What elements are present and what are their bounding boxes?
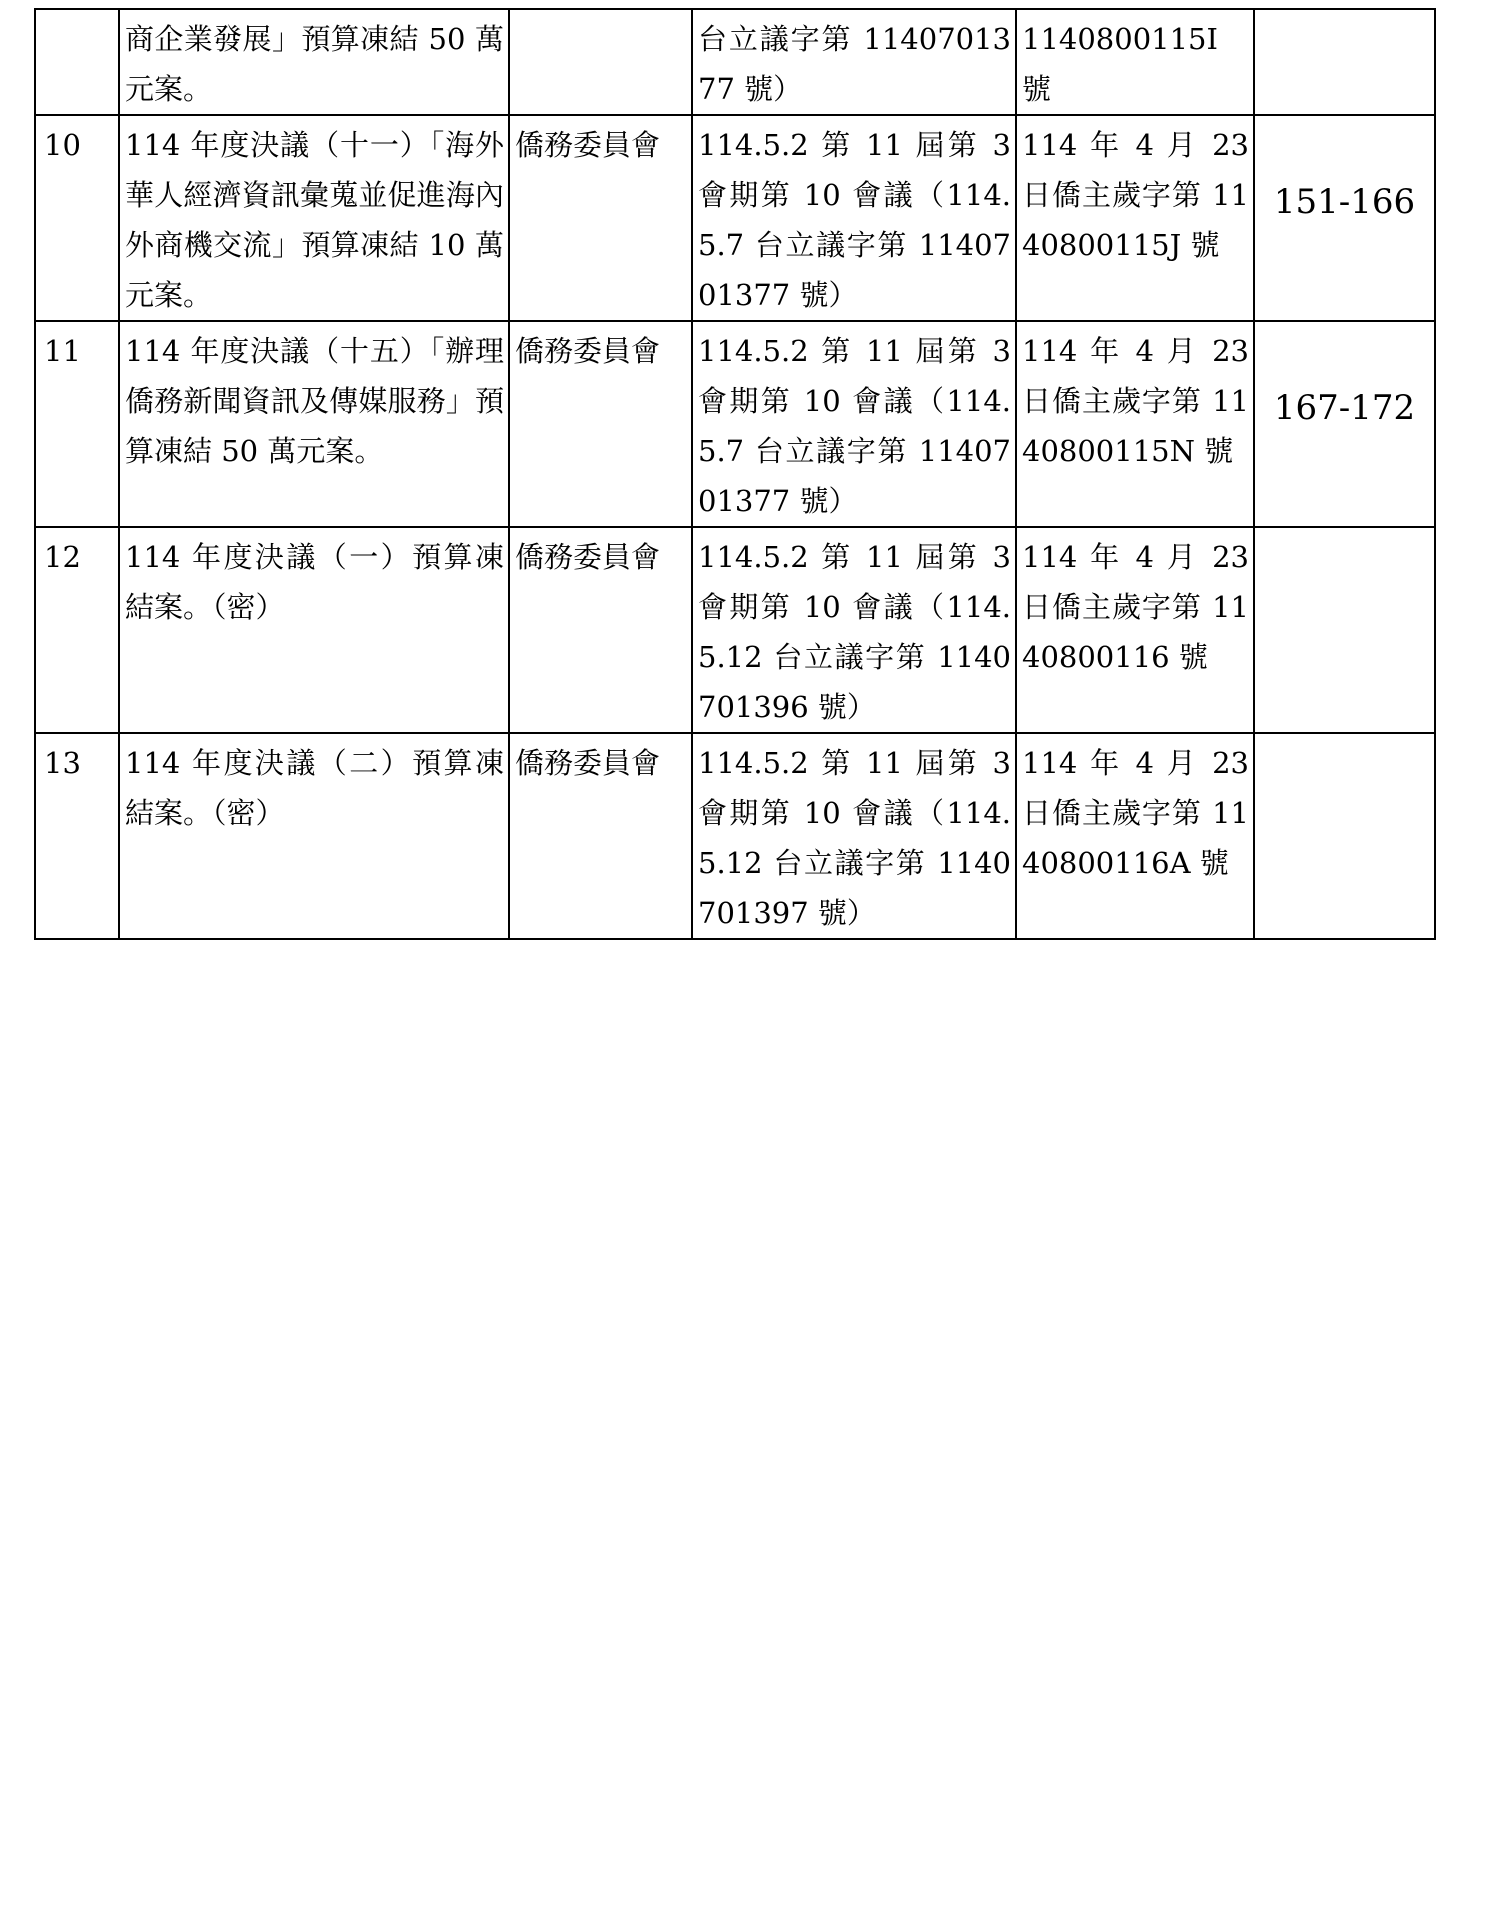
case-subject: 114 年度決議（二）預算凍結案。（密） [119,733,509,939]
row-number: 10 [35,115,119,321]
table-row [35,527,1435,733]
case-subject: 114 年度決議（一）預算凍結案。（密） [119,527,509,733]
case-subject: 商企業發展」預算凍結 50 萬元案。 [119,9,509,115]
meeting-reference: 114.5.2 第 11 屆第 3 會期第 10 會議（114.5.7 台立議字第 1140701377 號） [692,321,1016,527]
document-number: 114 年 4 月 23 日僑主歲字第 1140800116 號 [1016,527,1254,733]
page-range [1254,527,1435,733]
table-row [35,115,1435,321]
row-number [35,9,119,115]
document-number: 114 年 4 月 23 日僑主歲字第 1140800116A 號 [1016,733,1254,939]
committee-name: 僑務委員會 [509,527,692,733]
meeting-reference: 114.5.2 第 11 屆第 3 會期第 10 會議（114.5.7 台立議字第 1140701377 號） [692,115,1016,321]
page-range: 151-166 [1254,115,1435,321]
meeting-reference: 114.5.2 第 11 屆第 3 會期第 10 會議（114.5.12 台立議字第 1140701397 號） [692,733,1016,939]
committee-name: 僑務委員會 [509,115,692,321]
budget-freeze-table [34,8,1436,940]
document-number: 114 年 4 月 23 日僑主歲字第 1140800115N 號 [1016,321,1254,527]
case-subject: 114 年度決議（十五）「辦理僑務新聞資訊及傳媒服務」預算凍結 50 萬元案。 [119,321,509,527]
row-number: 12 [35,527,119,733]
page-range [1254,733,1435,939]
table-row [35,321,1435,527]
document-number: 1140800115I 號 [1016,9,1254,115]
meeting-reference: 台立議字第 1140701377 號） [692,9,1016,115]
case-subject: 114 年度決議（十一）「海外華人經濟資訊彙蒐並促進海內外商機交流」預算凍結 10 萬元案。 [119,115,509,321]
committee-name: 僑務委員會 [509,733,692,939]
table-row [35,733,1435,939]
table-row [35,9,1435,115]
row-number: 13 [35,733,119,939]
committee-name [509,9,692,115]
page-range: 167-172 [1254,321,1435,527]
row-number: 11 [35,321,119,527]
committee-name: 僑務委員會 [509,321,692,527]
document-number: 114 年 4 月 23 日僑主歲字第 1140800115J 號 [1016,115,1254,321]
meeting-reference: 114.5.2 第 11 屆第 3 會期第 10 會議（114.5.12 台立議字第 1140701396 號） [692,527,1016,733]
page-range [1254,9,1435,115]
